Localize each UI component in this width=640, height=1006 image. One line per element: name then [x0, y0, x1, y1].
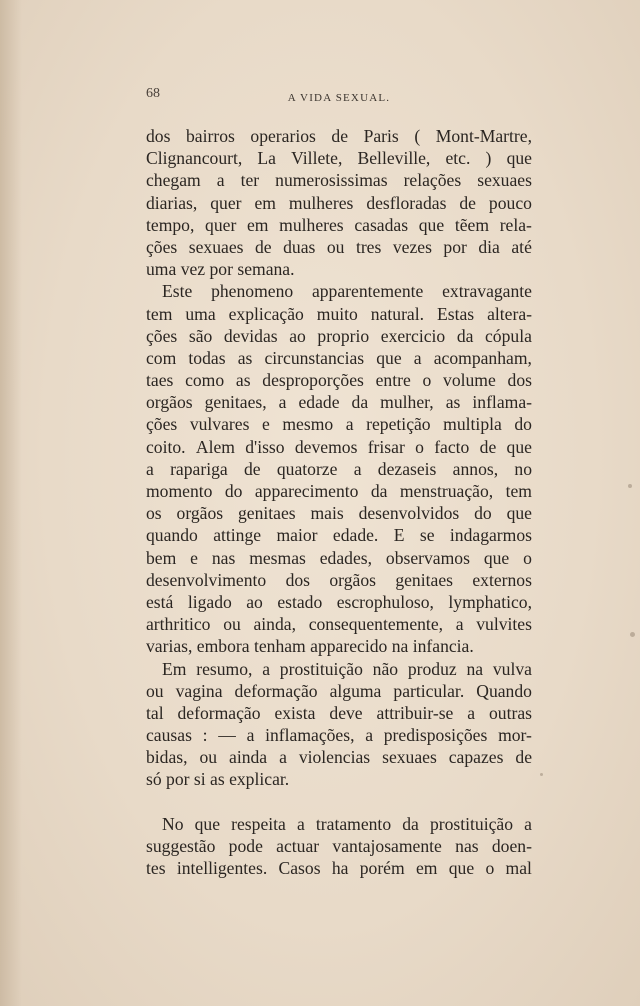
text-line: ções são devidas ao proprio exercicio da cópula [146, 325, 532, 346]
text-line: Em resumo, a prostituição não produz na vulva [162, 658, 532, 679]
text-line: coito. Alem d'isso devemos frisar o facto de que [146, 436, 532, 457]
text-line: a rapariga de quatorze a dezaseis annos, no [146, 458, 532, 479]
text-line: ções vulvares e mesmo a repetição multipla do [146, 414, 532, 435]
text-line: só por si as explicar. [146, 769, 290, 790]
text-line: com todas as circunstancias que a acompanham, [146, 347, 532, 368]
body-text [146, 125, 532, 879]
text-line: Clignancourt, La Villete, Belleville, etc. ) que [146, 148, 532, 169]
text-line: dos bairros operarios de Paris ( Mont-Martre, [146, 126, 532, 146]
text-line: arthritico ou ainda, consequentemente, a vulvites [146, 614, 532, 635]
page-gutter-shadow [0, 0, 22, 1006]
text-line: tal deformação exista deve attribuir-se a outras [146, 702, 532, 723]
paragraph [146, 125, 532, 280]
text-line: No que respeita a tratamento da prostituição a [162, 813, 532, 834]
paragraph [146, 813, 532, 880]
page-header [146, 86, 532, 108]
text-line: tes intelligentes. Casos ha porém em que o mal [146, 858, 532, 878]
text-line: quando attinge maior edade. E se indagarmos [146, 525, 532, 546]
paper-speck [628, 484, 632, 488]
text-line: uma vez por semana. [146, 259, 295, 280]
text-line: está ligado ao estado escrophuloso, lymphatico, [146, 591, 532, 612]
text-line: Este phenomeno apparentemente extravagante [162, 281, 532, 302]
paragraph-gap [146, 791, 532, 813]
paper-speck [630, 632, 635, 637]
text-line: tempo, quer em mulheres casadas que tẽem rela- [146, 214, 532, 235]
paper-speck [540, 773, 543, 776]
text-line: diarias, quer em mulheres desfloradas de pouco [146, 192, 532, 213]
text-line: bidas, ou ainda a violencias sexuaes capazes de [146, 747, 532, 768]
text-line: causas : — a inflamações, a predisposições mor- [146, 725, 532, 746]
paragraph [146, 658, 532, 791]
text-line: ou vagina deformação alguma particular. Quando [146, 680, 532, 701]
text-line: chegam a ter numerosissimas relações sexuaes [146, 170, 532, 191]
text-line: orgãos genitaes, a edade da mulher, as inflama- [146, 392, 532, 413]
page-number: 68 [146, 86, 160, 101]
text-line: suggestão pode actuar vantajosamente nas doen- [146, 835, 532, 856]
text-line: momento do apparecimento da menstruação, tem [146, 481, 532, 501]
text-line: taes como as desproporções entre o volume dos [146, 370, 532, 391]
text-line: tem uma explicação muito natural. Estas altera- [146, 303, 532, 324]
text-line: os orgãos genitaes mais desenvolvidos do que [146, 503, 532, 524]
text-line: ções sexuaes de duas ou tres vezes por dia até [146, 236, 532, 257]
text-line: desenvolvimento dos orgãos genitaes externos [146, 569, 532, 590]
running-title: A VIDA SEXUAL. [287, 92, 391, 104]
text-line: varias, embora tenham apparecido na infancia. [146, 636, 474, 657]
paragraph [146, 280, 532, 657]
text-line: bem e nas mesmas edades, observamos que o [146, 547, 532, 568]
